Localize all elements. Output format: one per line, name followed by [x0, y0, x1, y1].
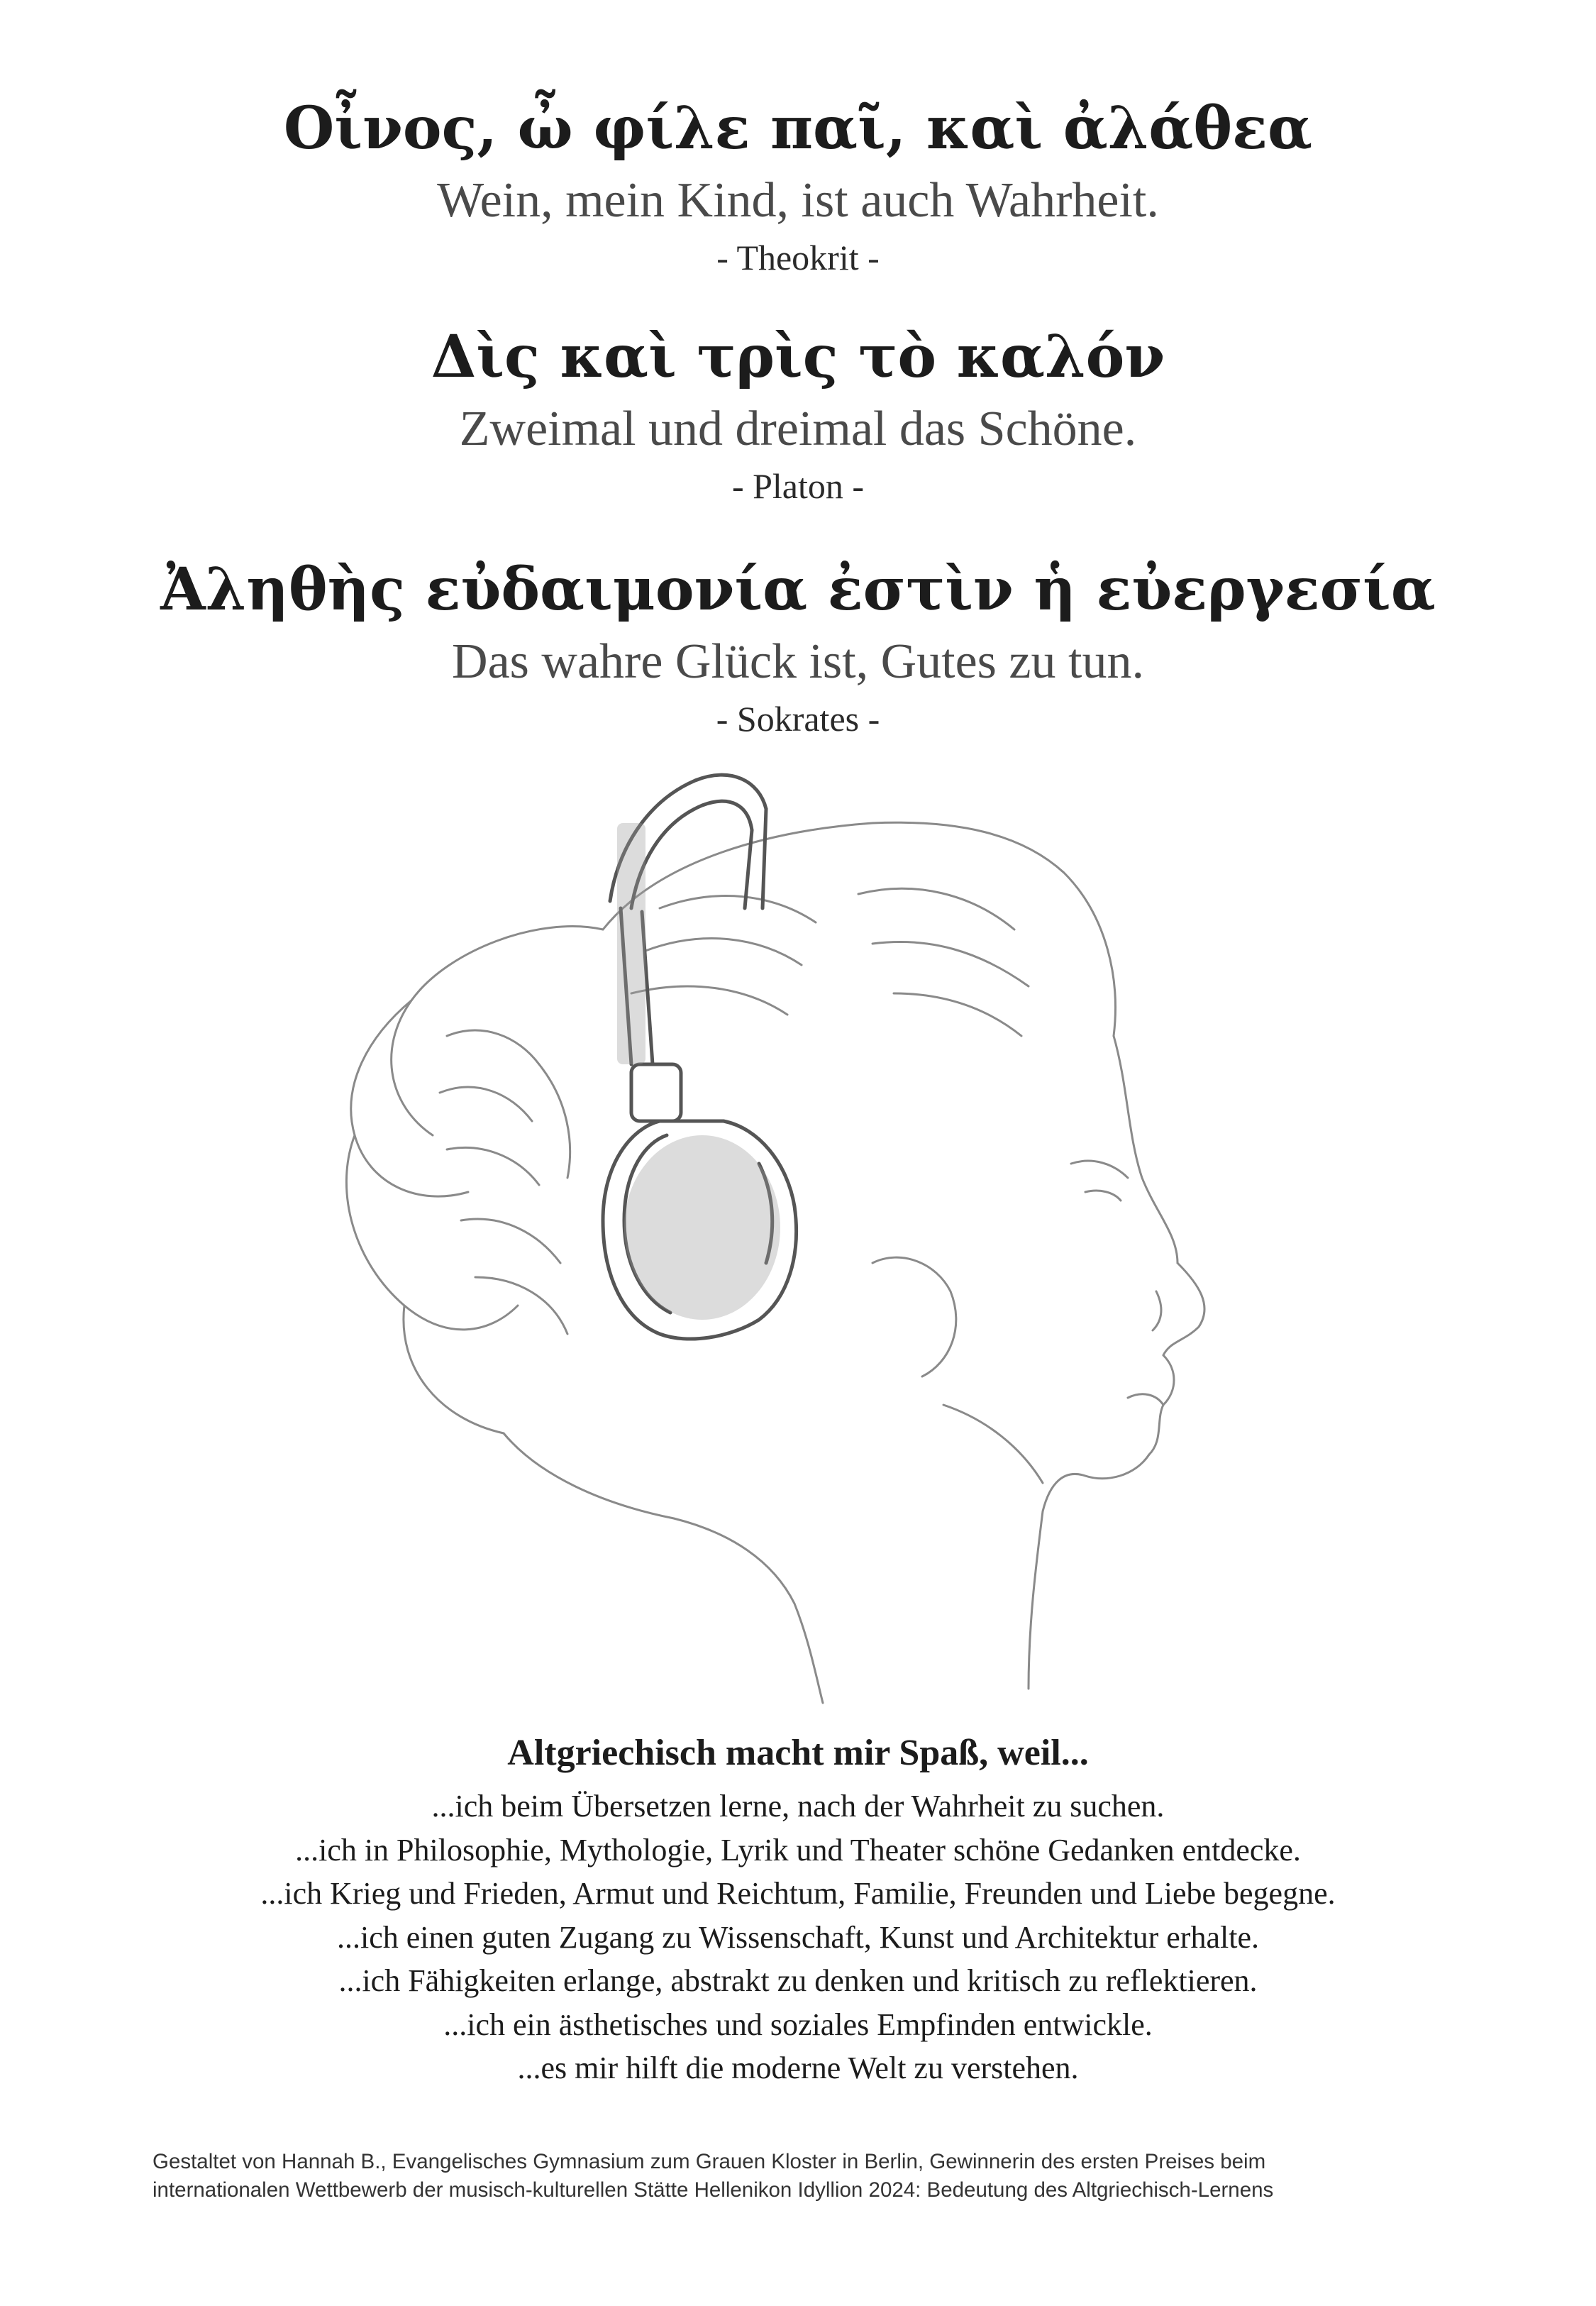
quote-platon [0, 323, 1596, 506]
reasons-section [0, 1735, 1596, 2090]
credit-line: internationalen Wettbewerb der musisch-kulturellen Stätte Hellenikon Idyllion 2024: Bedeutung des Altgriechisch-Lernens [153, 2178, 1274, 2202]
quote-author: - Platon - [731, 466, 865, 506]
reason-item: ...ich ein ästhetisches und soziales Empfinden entwickle. [443, 2007, 1153, 2042]
quote-sokrates [0, 556, 1596, 739]
credit-note [153, 2148, 1465, 2205]
greek-quote: Ἀληθὴς εὐδαιμονία ἐστὶν ἡ εὐεργεσία [160, 556, 1436, 624]
reason-item: ...ich beim Übersetzen lerne, nach der Wahrheit zu suchen. [431, 1789, 1165, 1824]
quote-author: - Sokrates - [716, 699, 880, 739]
reason-item: ...ich Krieg und Frieden, Armut und Reichtum, Familie, Freunden und Liebe begegne. [260, 1876, 1336, 1911]
reason-item: ...ich Fähigkeiten erlange, abstrakt zu denken und kritisch zu reflektieren. [338, 1963, 1258, 1998]
reason-item: ...ich einen guten Zugang zu Wissenschaft, Kunst und Architektur erhalte. [337, 1919, 1259, 1955]
german-translation: Das wahre Glück ist, Gutes zu tun. [452, 634, 1144, 689]
quote-author: - Theokrit - [716, 238, 880, 277]
german-translation: Zweimal und dreimal das Schöne. [459, 402, 1137, 456]
greek-quote: Οἶνος, ὦ φίλε παῖ, καὶ ἀλάθεα [283, 94, 1313, 162]
german-translation: Wein, mein Kind, ist auch Wahrheit. [437, 173, 1159, 228]
credit-line: Gestaltet von Hannah B., Evangelisches Gymnasium zum Grauen Kloster in Berlin, Gewinnerin des ersten Preises beim [153, 2150, 1266, 2173]
greek-quote: Δὶς καὶ τρὶς τὸ καλόν [431, 323, 1165, 391]
bust-with-headphones-sketch [234, 766, 1369, 1717]
quote-theokrit [0, 94, 1596, 277]
reasons-title: Altgriechisch macht mir Spaß, weil... [507, 1733, 1089, 1773]
reason-item: ...ich in Philosophie, Mythologie, Lyrik und Theater schöne Gedanken entdecke. [295, 1832, 1301, 1868]
reason-item: ...es mir hilft die moderne Welt zu verstehen. [517, 2051, 1079, 2085]
